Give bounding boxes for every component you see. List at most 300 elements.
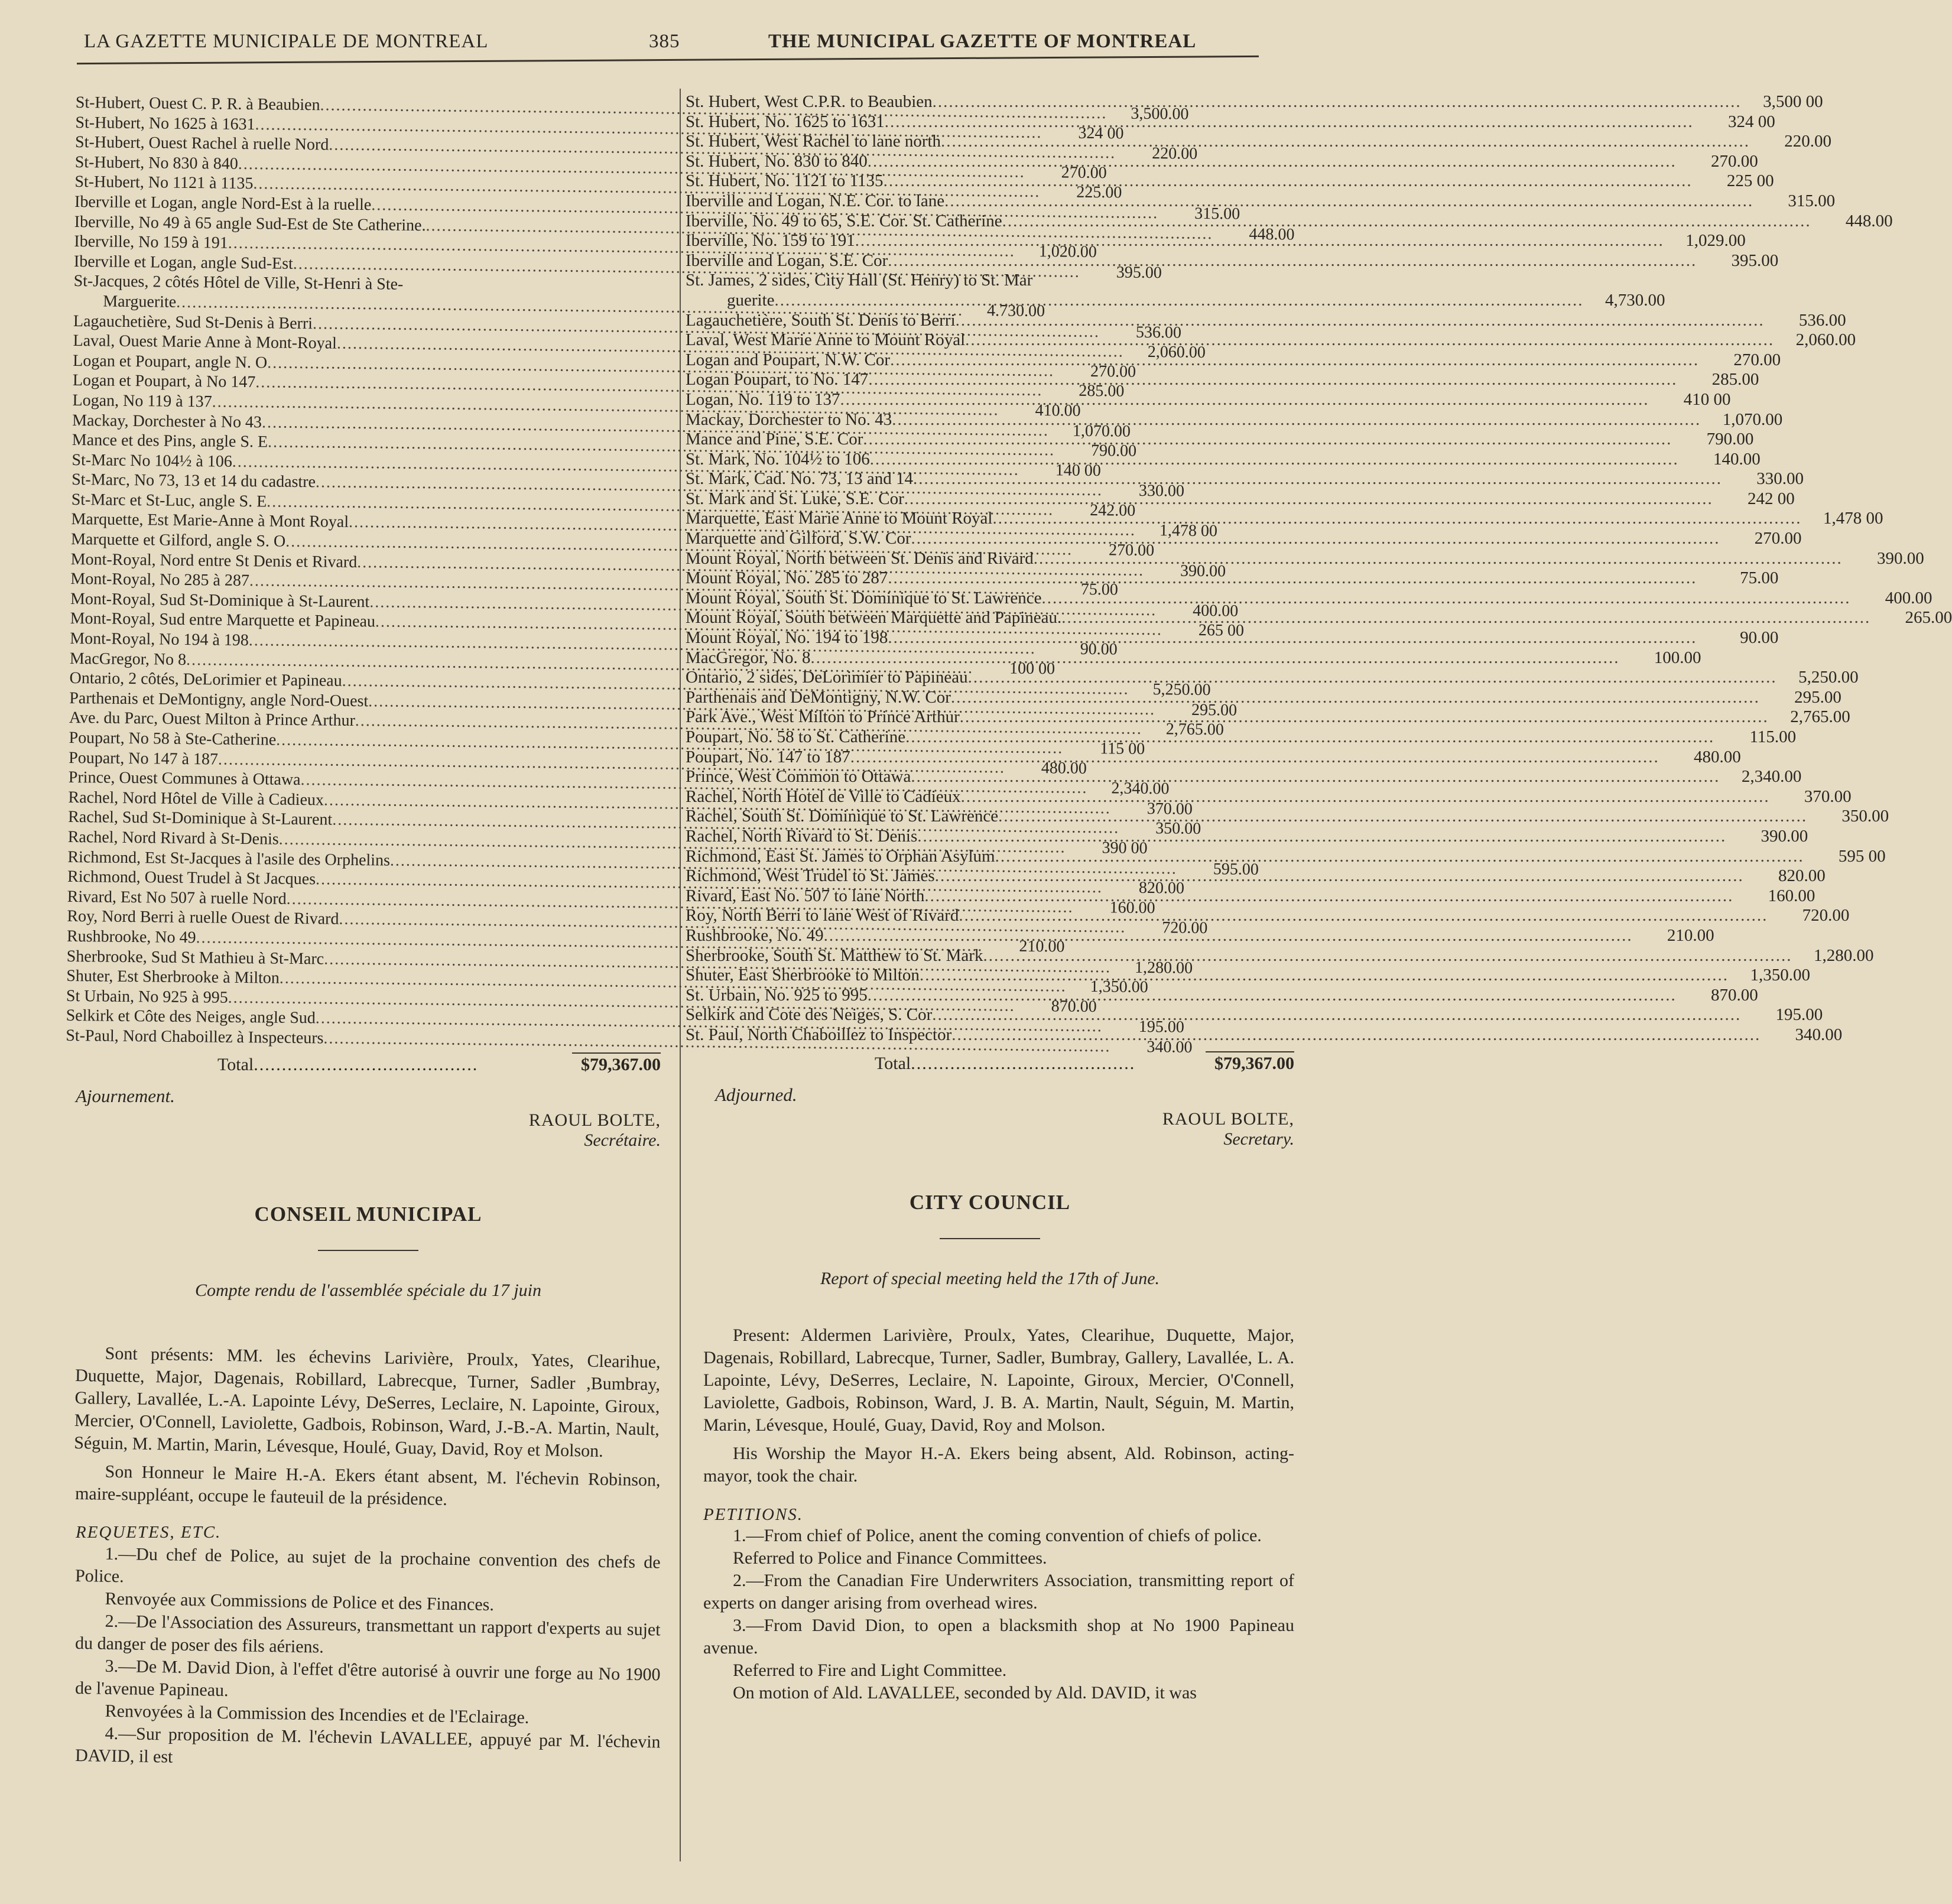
street-name: Logan Poupart, to No. 147 — [686, 370, 869, 389]
amount: 242.00 — [1090, 501, 1136, 520]
signatory-role: Secretary. — [1223, 1129, 1294, 1149]
amount: 870.00 — [1710, 985, 1758, 1005]
list-item — [686, 211, 1893, 232]
street-name: Mount Royal, No. 285 to 287 — [686, 568, 888, 588]
street-name: St. Hubert, No. 830 to 840 — [686, 151, 868, 171]
list-item — [686, 747, 1741, 768]
dot-leader — [951, 688, 1760, 707]
amount: 480.00 — [1041, 758, 1087, 778]
street-name: St-Hubert, Ouest Rachel à ruelle Nord — [74, 133, 329, 154]
street-name: Poupart, No 147 à 187 — [69, 748, 219, 769]
street-name: Ontario, 2 côtés, DeLorimier et Papineau — [69, 669, 342, 690]
dot-leader — [868, 370, 1677, 389]
dot-leader — [1061, 608, 1870, 628]
street-name: Iberville et Logan, angle Sud-Est — [73, 252, 294, 273]
street-name: Poupart, No. 147 to 187 — [686, 747, 850, 766]
list-item — [686, 290, 1665, 311]
amount: 536.00 — [1798, 310, 1846, 330]
street-name: St-Paul, Nord Chaboillez à Inspecteurs — [66, 1026, 324, 1048]
amount: 5,250.00 — [1798, 668, 1859, 687]
section-subtitle: Compte rendu de l'assemblée spéciale du 17 juin — [194, 1280, 542, 1300]
list-item — [686, 1005, 1823, 1025]
amount: 330.00 — [1138, 482, 1185, 501]
amount: 1,478 00 — [1823, 509, 1883, 528]
section-title: CONSEIL MUNICIPAL — [254, 1202, 482, 1226]
street-name: Rachel, North Rivard to St. Denis — [686, 826, 918, 846]
dot-leader — [917, 827, 1726, 846]
street-name: Laval, Ouest Marie Anne à Mont-Royal — [73, 332, 337, 353]
dot-leader — [1034, 549, 1843, 568]
amount: 195.00 — [1775, 1005, 1823, 1025]
total-label: Total — [875, 1053, 911, 1073]
petition-1: 1.—Du chef de Police, au sujet de la prochaine convention des chefs de Police. — [74, 1544, 661, 1586]
amount: 3,500 00 — [1763, 92, 1823, 111]
amount: 390 00 — [1102, 839, 1148, 858]
street-name: St-Hubert, Ouest C. P. R. à Beaubien — [75, 93, 320, 115]
english-amounts-list — [686, 92, 1952, 1045]
adjournment: Ajournement. — [76, 1085, 175, 1106]
street-name: Rachel, South St. Dominique to St. Lawrence — [686, 807, 999, 826]
amount: 210.00 — [1019, 937, 1065, 956]
street-name: Iberville et Logan, angle Nord-Est à la ruelle — [74, 192, 372, 215]
street-name: Selkirk and Cote des Neiges, S. Cor — [686, 1005, 933, 1025]
dot-leader — [944, 191, 1753, 211]
amount: 4.730.00 — [986, 301, 1045, 321]
amount: 350.00 — [1841, 807, 1889, 826]
amount: 265 00 — [1198, 621, 1245, 641]
street-name: guerite — [727, 290, 775, 310]
street-name: St-Marc et St-Luc, angle S. E — [71, 490, 267, 511]
street-name: Iberville, No. 159 to 191 — [686, 231, 855, 251]
dot-leader — [905, 727, 1714, 747]
dot-leader — [911, 529, 1720, 548]
street-name: Iberville, No. 49 to 65, S.E. Cor. St. Catherine — [686, 211, 1002, 230]
street-name: Park Ave., West Milton to Prince Arthur — [686, 707, 960, 727]
amount: 5,250.00 — [1152, 680, 1211, 700]
amount: 595.00 — [1213, 859, 1259, 879]
amount: 390.00 — [1761, 826, 1808, 846]
amount: 2,765.00 — [1790, 707, 1850, 727]
street-name: Mance et des Pins, angle S. E — [72, 431, 268, 451]
amount: 410 00 — [1683, 389, 1731, 409]
proceedings — [76, 1342, 661, 1767]
amount: 480.00 — [1693, 747, 1741, 766]
amount: 315.00 — [1788, 191, 1836, 210]
amount: 295.00 — [1191, 700, 1238, 720]
amount: 2,060.00 — [1147, 343, 1206, 362]
amount: 195.00 — [1138, 1018, 1184, 1037]
list-item — [686, 548, 1924, 569]
street-name: St. Urbain, No. 925 to 995 — [686, 985, 868, 1005]
amount: 270.00 — [1733, 350, 1781, 369]
street-name: Richmond, Ouest Trudel à St Jacques — [67, 867, 316, 889]
list-item — [686, 191, 1836, 212]
street-name: Mont-Royal, Nord entre St Denis et Rivard — [70, 550, 358, 571]
list-item — [686, 906, 1850, 926]
street-name: St. Mark, Cad. No. 73, 13 and 14 — [686, 469, 914, 489]
street-name: Richmond, East St. James to Orphan Asylum — [686, 846, 995, 866]
street-name: Rushbrooke, No. 49 — [686, 925, 824, 945]
amount: 270.00 — [1090, 362, 1136, 381]
petition-3: 3.—De M. David Dion, à l'effet d'être autorisé à ouvrir une forge au No 1900 de l'avenue Papineau. — [74, 1656, 661, 1700]
amount: 1,029.00 — [1685, 231, 1746, 251]
petition-3: 3.—From David Dion, to open a blacksmith shop at No 1900 Papineau avenue. — [703, 1615, 1294, 1658]
amount: 75.00 — [1080, 580, 1118, 599]
amount: 370.00 — [1146, 799, 1193, 818]
petitions-heading: PETITIONS. — [703, 1505, 804, 1524]
street-name: MacGregor, No 8 — [69, 649, 187, 669]
amount: 395.00 — [1116, 263, 1162, 282]
list-item — [686, 529, 1802, 549]
street-name: Logan, No. 119 to 137 — [686, 389, 840, 409]
list-item — [686, 271, 1294, 291]
street-name: Rivard, East No. 507 to lane North — [686, 886, 925, 905]
street-name: Rachel, Sud St-Dominique à St-Laurent — [68, 808, 333, 829]
street-name: Prince, West Common to Ottawa — [686, 767, 911, 787]
section-rule — [318, 1250, 418, 1251]
dot-leader — [890, 350, 1699, 370]
dot-leader — [995, 847, 1804, 866]
dot-leader — [855, 231, 1664, 251]
street-name: Iberville and Logan, S.E. Cor — [686, 251, 888, 270]
petition-1-referral: Referred to Police and Finance Committees. — [733, 1548, 1047, 1568]
amount: 160.00 — [1109, 898, 1155, 917]
street-name: Lagauchetière, Sud St-Denis à Berri — [73, 311, 313, 333]
mayor-paragraph: His Worship the Mayor H.-A. Ekers being absent, Ald. Robinson, acting-mayor, took the chair. — [703, 1443, 1294, 1486]
street-name: Marquette et Gilford, angle S. O — [70, 530, 286, 551]
list-item — [686, 1025, 1843, 1045]
list-item — [686, 568, 1779, 589]
header-rule — [77, 56, 1259, 64]
street-name: Logan and Poupart, N.W. Cor — [686, 350, 891, 369]
amount: 90.00 — [1740, 628, 1779, 648]
amount: 1,070.00 — [1722, 410, 1783, 429]
dot-leader — [956, 311, 1765, 330]
amount: 115.00 — [1749, 727, 1797, 746]
amount: 2,340.00 — [1111, 779, 1170, 798]
street-name: Poupart, No. 58 to St. Catherine — [686, 727, 906, 746]
amount: 140 00 — [1055, 461, 1101, 480]
amount: 1,350.00 — [1750, 966, 1810, 985]
attendance-paragraph: Sont présents: MM. les échevins Larivière, Proulx, Yates, Clearihue, Duquette, Major, Dagenais, Robillard, Labrecque, Turner, Sadler ,Bumbray, Gallery, Lavallée, L.-A. Lapointe Lévy, DeSerres, Leclaire, N. Lapointe, Giroux, Mercier, O'Connell, Laviolette, Gadbois, Robinson, Ward, J.-B.-A. Martin, Nault, Séguin, M. Martin, Marin, Lévesque, Houlé, Guay, David, Roy et Molson. — [74, 1343, 661, 1461]
attendance-paragraph: Present: Aldermen Larivière, Proulx, Yates, Clearihue, Duquette, Major, Dagenais, Robillard, Labrecque, Turner, Sadler, Bumbray, Gallery, Lavallée, L. A. Lapointe, Lévy, DeSerres, Leclaire, N. Lapointe, Giroux, Mercier, O'Connell, Laviolette, Gadbois, Robinson, Ward, J. B. A. Martin, Nault, Séguin, M. Martin, Marin, Lévesque, Houlé, Guay, David, Roy and Molson. — [703, 1325, 1294, 1435]
amount: 285.00 — [1711, 370, 1759, 389]
section-subtitle: Report of special meeting held the 17th of June. — [820, 1268, 1160, 1288]
dot-leader — [888, 568, 1697, 588]
list-item — [686, 92, 1823, 112]
total-amount: $79,367.00 — [572, 1052, 661, 1075]
street-name: Logan et Poupart, à No 147 — [72, 371, 256, 392]
amount: 242 00 — [1748, 489, 1795, 508]
list-item — [686, 767, 1802, 787]
list-item — [686, 370, 1759, 390]
street-name: St. Hubert, No. 1121 to 1135 — [686, 171, 884, 191]
dot-leader — [998, 807, 1807, 826]
dot-leader — [968, 668, 1777, 687]
section-rule — [940, 1238, 1040, 1239]
amount: 3,500.00 — [1131, 104, 1189, 124]
street-name: Mount Royal, South between Marquette and Papineau. — [686, 608, 1062, 628]
list-item — [686, 668, 1859, 688]
petition-3-referral: Renvoyées à la Commission des Incendies et de l'Eclairage. — [105, 1701, 530, 1727]
amount: 720.00 — [1162, 918, 1208, 938]
list-item — [686, 966, 1810, 986]
amount: 265.00 — [1905, 608, 1952, 628]
list-item — [686, 251, 1779, 271]
street-name: Rushbrooke, No 49 — [66, 927, 196, 947]
street-name: St. James, 2 sides, City Hall (St. Henry) to St. Mar — [686, 271, 1033, 290]
dot-leader — [775, 291, 1584, 310]
list-item — [686, 112, 1775, 132]
list-item — [686, 727, 1797, 748]
list-item — [686, 687, 1841, 708]
amount: 1,280.00 — [1134, 958, 1193, 977]
proceedings — [686, 1324, 1294, 1704]
amount: 448.00 — [1845, 211, 1893, 230]
amount: 4,730.00 — [1605, 290, 1665, 310]
amount: 225.00 — [1076, 183, 1122, 202]
amount: 1,478 00 — [1159, 521, 1218, 541]
signatory: RAOUL BOLTE, — [1162, 1109, 1294, 1129]
section-title: CITY COUNCIL — [909, 1190, 1071, 1214]
street-name: Mount Royal, North between St. Denis and Rivard — [686, 548, 1034, 568]
street-name: Mount Royal, South St. Dominique to St. Lawrence — [686, 588, 1042, 607]
list-item — [686, 826, 1808, 847]
amount: 140.00 — [1713, 449, 1761, 469]
amount: 295.00 — [1794, 687, 1841, 707]
amount: 100 00 — [1009, 659, 1055, 678]
amount: 220.00 — [1152, 144, 1198, 164]
amount: 270.00 — [1108, 541, 1155, 560]
dot-leader — [920, 966, 1729, 985]
dot-leader — [870, 450, 1679, 469]
dot-leader: ........................................ — [254, 1054, 479, 1074]
amount: 225 00 — [1726, 171, 1774, 191]
amount: 1,020.00 — [1038, 242, 1097, 262]
total-row — [76, 1052, 661, 1076]
list-item — [686, 449, 1761, 470]
dot-leader — [924, 886, 1733, 906]
street-name: Mont-Royal, No 285 à 287 — [70, 570, 250, 590]
list-item — [686, 389, 1731, 410]
street-name: Rachel, Nord Rivard à St-Denis — [67, 827, 279, 849]
list-item — [686, 469, 1804, 489]
total-label: Total — [217, 1054, 254, 1074]
street-name: Iberville, No 49 à 65 angle Sud-Est de Ste Catherine. — [74, 212, 426, 235]
street-name: St-Jacques, 2 côtés Hôtel de Ville, St-Henri à Ste- — [73, 272, 404, 294]
street-name: St. Mark, No. 104½ to 106 — [686, 449, 870, 469]
list-item — [686, 925, 1714, 946]
dot-leader — [810, 648, 1619, 668]
dot-leader — [888, 251, 1697, 271]
petition-3-referral: Referred to Fire and Light Committee. — [733, 1660, 1007, 1680]
list-item — [686, 310, 1846, 331]
amount: 270.00 — [1754, 529, 1802, 548]
dot-leader — [892, 410, 1701, 430]
list-item — [686, 509, 1883, 529]
list-item — [686, 945, 1874, 966]
signatory-role: Secrétaire. — [584, 1130, 661, 1150]
amount: 790.00 — [1090, 441, 1137, 460]
list-item — [686, 430, 1754, 450]
total-row — [686, 1051, 1294, 1075]
street-name: MacGregor, No. 8 — [686, 648, 811, 667]
amount: 370.00 — [1804, 787, 1852, 806]
mayor-paragraph: Son Honneur le Maire H.-A. Ekers étant absent, M. l'échevin Robinson, maire-suppléant, occupe le fauteuil de la présidence. — [74, 1461, 661, 1509]
amount: 330.00 — [1756, 469, 1804, 489]
list-item — [686, 132, 1832, 152]
amount: 2,765.00 — [1165, 720, 1224, 739]
dot-leader — [840, 390, 1649, 410]
amount: 820.00 — [1778, 866, 1826, 886]
amount: 324 00 — [1727, 112, 1775, 131]
street-name: St-Hubert, No 1121 à 1135 — [74, 173, 254, 193]
amount: 1,280.00 — [1813, 945, 1874, 965]
total-amount: $79,367.00 — [1206, 1051, 1294, 1074]
street-name: Iberville, No 159 à 191 — [74, 232, 229, 252]
street-name: Logan, No 119 à 137 — [72, 391, 212, 411]
list-item — [686, 171, 1774, 191]
street-name: Rachel, Nord Hôtel de Ville à Cadieux — [68, 788, 324, 810]
street-name: Rachel, North Hotel de Ville to Cadieux — [686, 787, 961, 806]
street-name: Marguerite — [103, 292, 177, 311]
street-name: Marquette, East Marie Anne to Mount Royal — [686, 509, 993, 528]
street-name: Marquette, Est Marie-Anne à Mont Royal — [71, 510, 349, 532]
list-item — [686, 350, 1781, 371]
street-name: St-Marc No 104½ à 106 — [72, 450, 233, 471]
dot-leader — [932, 1005, 1741, 1025]
petition-1-referral: Renvoyée aux Commissions de Police et des Finances. — [105, 1588, 495, 1614]
signatory: RAOUL BOLTE, — [528, 1110, 661, 1130]
dot-leader — [960, 707, 1769, 727]
petition-2: 2.—De l'Association des Assureurs, transmettant un rapport d'experts au sujet du danger de poser des fils aériens. — [74, 1611, 661, 1657]
street-name: Rivard, Est No 507 à ruelle Nord — [67, 887, 287, 908]
amount: 536.00 — [1135, 323, 1182, 342]
dot-leader — [992, 509, 1801, 528]
list-item — [686, 787, 1852, 807]
amount: 340.00 — [1146, 1037, 1193, 1057]
street-name: Shuter, East Sherbrooke to Milton — [686, 966, 920, 985]
street-name: Parthenais et DeMontigny, angle Nord-Ouest — [69, 688, 369, 711]
street-name: Sherbrooke, South St. Matthew to St. Mark — [686, 945, 983, 965]
street-name: Mont-Royal, Sud entre Marquette et Papineau — [70, 609, 376, 631]
dot-leader — [884, 171, 1693, 191]
street-name: St-Hubert, No 1625 à 1631 — [75, 113, 255, 134]
amount: 390.00 — [1180, 561, 1226, 581]
street-name: Richmond, Est St-Jacques à l'asile des Orphelins — [67, 847, 391, 870]
list-item — [686, 588, 1932, 609]
dot-leader — [1002, 212, 1811, 231]
petition-2: 2.—From the Canadian Fire Underwriters Association, transmitting report of experts on danger arising from overhead wires. — [703, 1570, 1294, 1613]
list-item — [686, 866, 1826, 886]
street-name: Mount Royal, No. 194 to 198 — [686, 628, 888, 648]
dot-leader — [951, 1025, 1761, 1045]
adjournment: Adjourned. — [715, 1084, 797, 1105]
street-name: St-Hubert, No 830 à 840 — [74, 152, 239, 173]
amount: 75.00 — [1740, 568, 1779, 588]
dot-leader — [863, 430, 1672, 449]
amount: 220.00 — [1784, 132, 1832, 151]
street-name: Richmond, West Trudel to St. James — [686, 866, 935, 886]
dot-leader — [850, 748, 1659, 767]
street-name: Laval, West Marie Anne to Mount Royal — [686, 330, 966, 350]
street-name: Mont-Royal, No 194 à 198 — [70, 629, 249, 650]
street-name: Marquette and Gilford, S.W. Cor — [686, 529, 911, 548]
amount: 1,350.00 — [1090, 977, 1148, 997]
street-name: Prince, Ouest Communes à Ottawa — [68, 768, 301, 789]
amount: 870.00 — [1051, 997, 1097, 1016]
list-item — [686, 608, 1952, 628]
street-name: Mance and Pine, S.E. Cor — [686, 430, 863, 449]
list-item — [686, 410, 1783, 430]
dot-leader — [885, 112, 1694, 132]
amount: 2,060.00 — [1795, 330, 1856, 350]
amount: 115 00 — [1100, 739, 1145, 759]
street-name: Poupart, No 58 à Ste-Catherine — [69, 728, 277, 749]
amount: 90.00 — [1080, 639, 1118, 659]
amount: 395.00 — [1731, 251, 1779, 270]
page-number: 385 — [649, 31, 680, 52]
dot-leader — [824, 926, 1633, 945]
street-name: Roy, North Berri to lane West of Rivard — [686, 906, 959, 925]
list-item — [686, 985, 1758, 1006]
dot-leader — [888, 628, 1697, 648]
street-name: St. Hubert, No. 1625 to 1631 — [686, 112, 885, 131]
list-item — [686, 628, 1779, 648]
petition-1: 1.—From chief of Police, anent the coming convention of chiefs of police. — [733, 1525, 1262, 1545]
street-name: St-Marc, No 73, 13 et 14 du cadastre — [71, 470, 316, 492]
street-name: Mackay, Dorchester to No. 43 — [686, 410, 892, 429]
amount: 410.00 — [1035, 401, 1081, 420]
list-item — [686, 707, 1850, 727]
street-name: Iberville and Logan, N.E. Cor. to lane — [686, 191, 945, 210]
street-name: St Urbain, No 925 à 995 — [66, 986, 228, 1007]
dot-leader — [935, 866, 1744, 886]
street-name: Logan et Poupart, angle N. O — [73, 351, 268, 372]
dot-leader — [904, 489, 1713, 509]
amount: 2,340.00 — [1741, 767, 1802, 787]
list-item — [686, 151, 1758, 172]
amount: 390.00 — [1877, 548, 1924, 568]
amount: 160.00 — [1768, 886, 1815, 905]
list-item — [686, 886, 1815, 906]
amount: 400.00 — [1193, 601, 1239, 620]
amount: 340.00 — [1795, 1025, 1843, 1044]
amount: 1,070.00 — [1072, 421, 1131, 441]
amount: 790.00 — [1706, 430, 1754, 449]
street-name: St. Mark and St. Luke, S.E. Cor — [686, 489, 904, 508]
petitions-heading: REQUETES, ETC. — [76, 1522, 222, 1542]
street-name: St. Paul, North Chaboillez to Inspector — [686, 1025, 952, 1044]
list-item — [686, 807, 1889, 827]
amount: 595 00 — [1838, 846, 1886, 866]
dot-leader — [959, 906, 1768, 925]
dot-leader — [1042, 589, 1851, 608]
street-name: Mont-Royal, Sud St-Dominique à St-Laurent — [70, 589, 370, 612]
street-name: Mackay, Dorchester à No 43 — [72, 411, 262, 431]
dot-leader — [913, 469, 1722, 489]
amount: 285.00 — [1079, 382, 1125, 401]
street-name: Shuter, Est Sherbrooke à Milton — [66, 967, 280, 987]
amount: 350.00 — [1155, 819, 1201, 839]
dot-leader — [868, 986, 1677, 1005]
amount: 448.00 — [1249, 225, 1295, 244]
amount: 100.00 — [1654, 648, 1701, 667]
dot-leader — [933, 92, 1742, 112]
dot-leader — [911, 767, 1720, 787]
dot-leader — [961, 787, 1770, 807]
list-item — [686, 489, 1795, 509]
